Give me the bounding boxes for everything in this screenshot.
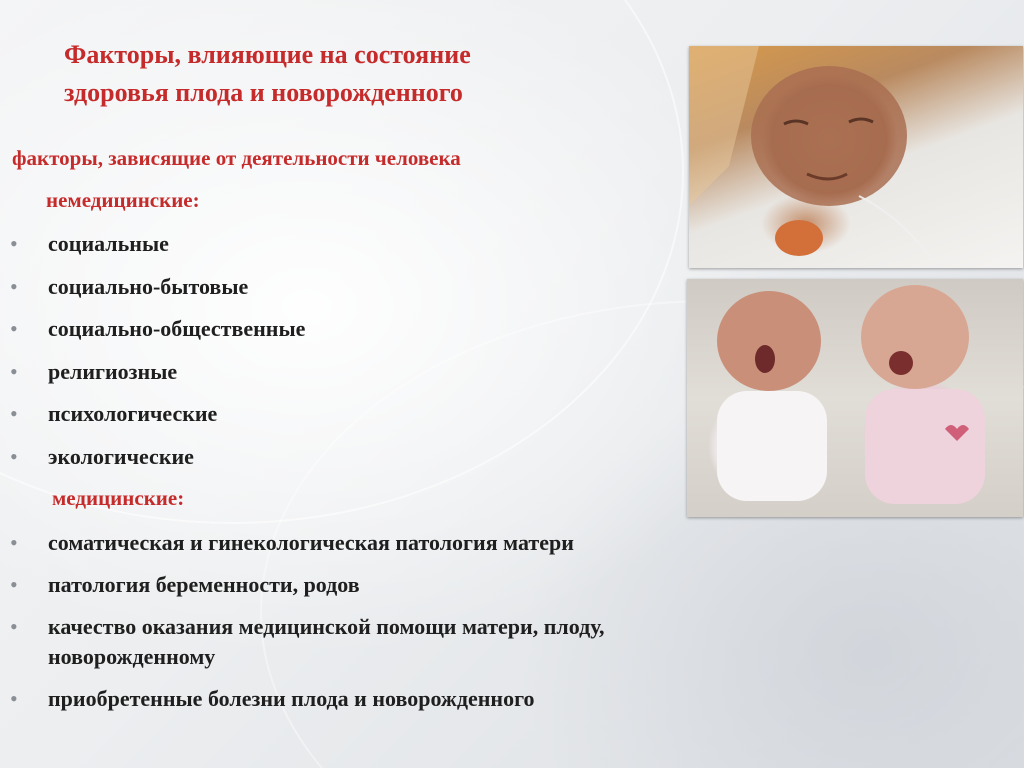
list-item: • психологические [0,399,305,442]
list-item: • социально-бытовые [0,272,305,315]
list-item-text: • приобретенные болезни плода и новорожденного [48,686,535,711]
nonmedical-list [0,229,305,484]
nonmedical-heading: немедицинские: [46,188,200,212]
list-item-text: • патология беременности, родов [48,572,360,597]
list-item-text-continued: новорожденному [48,644,216,669]
list-item: • социально-общественные [0,314,305,357]
title-line-1: Факторы, влияющие на состояние [64,40,471,69]
list-item-text: • соматическая и гинекологическая патология матери [48,530,574,555]
list-item [0,570,605,600]
twins-photo-illustration [687,279,1023,517]
list-item [0,528,605,558]
two-newborns-yawning-photo [687,279,1023,517]
medical-list [0,528,605,726]
list-item: • религиозные [0,357,305,400]
list-item-text: • качество оказания медицинской помощи матери, плоду, [48,614,605,639]
list-item [0,684,605,714]
slide-title [64,36,664,112]
newborn-photo-illustration [689,46,1023,268]
human-factors-heading: факторы, зависящие от деятельности человека [12,146,461,170]
list-item: • социальные [0,229,305,272]
title-line-2: здоровья плода и новорожденного [64,78,463,107]
newborn-with-pacifier-photo [689,46,1023,268]
list-item [0,612,605,672]
list-item: • экологические [0,442,305,485]
medical-heading: медицинские: [52,486,185,510]
